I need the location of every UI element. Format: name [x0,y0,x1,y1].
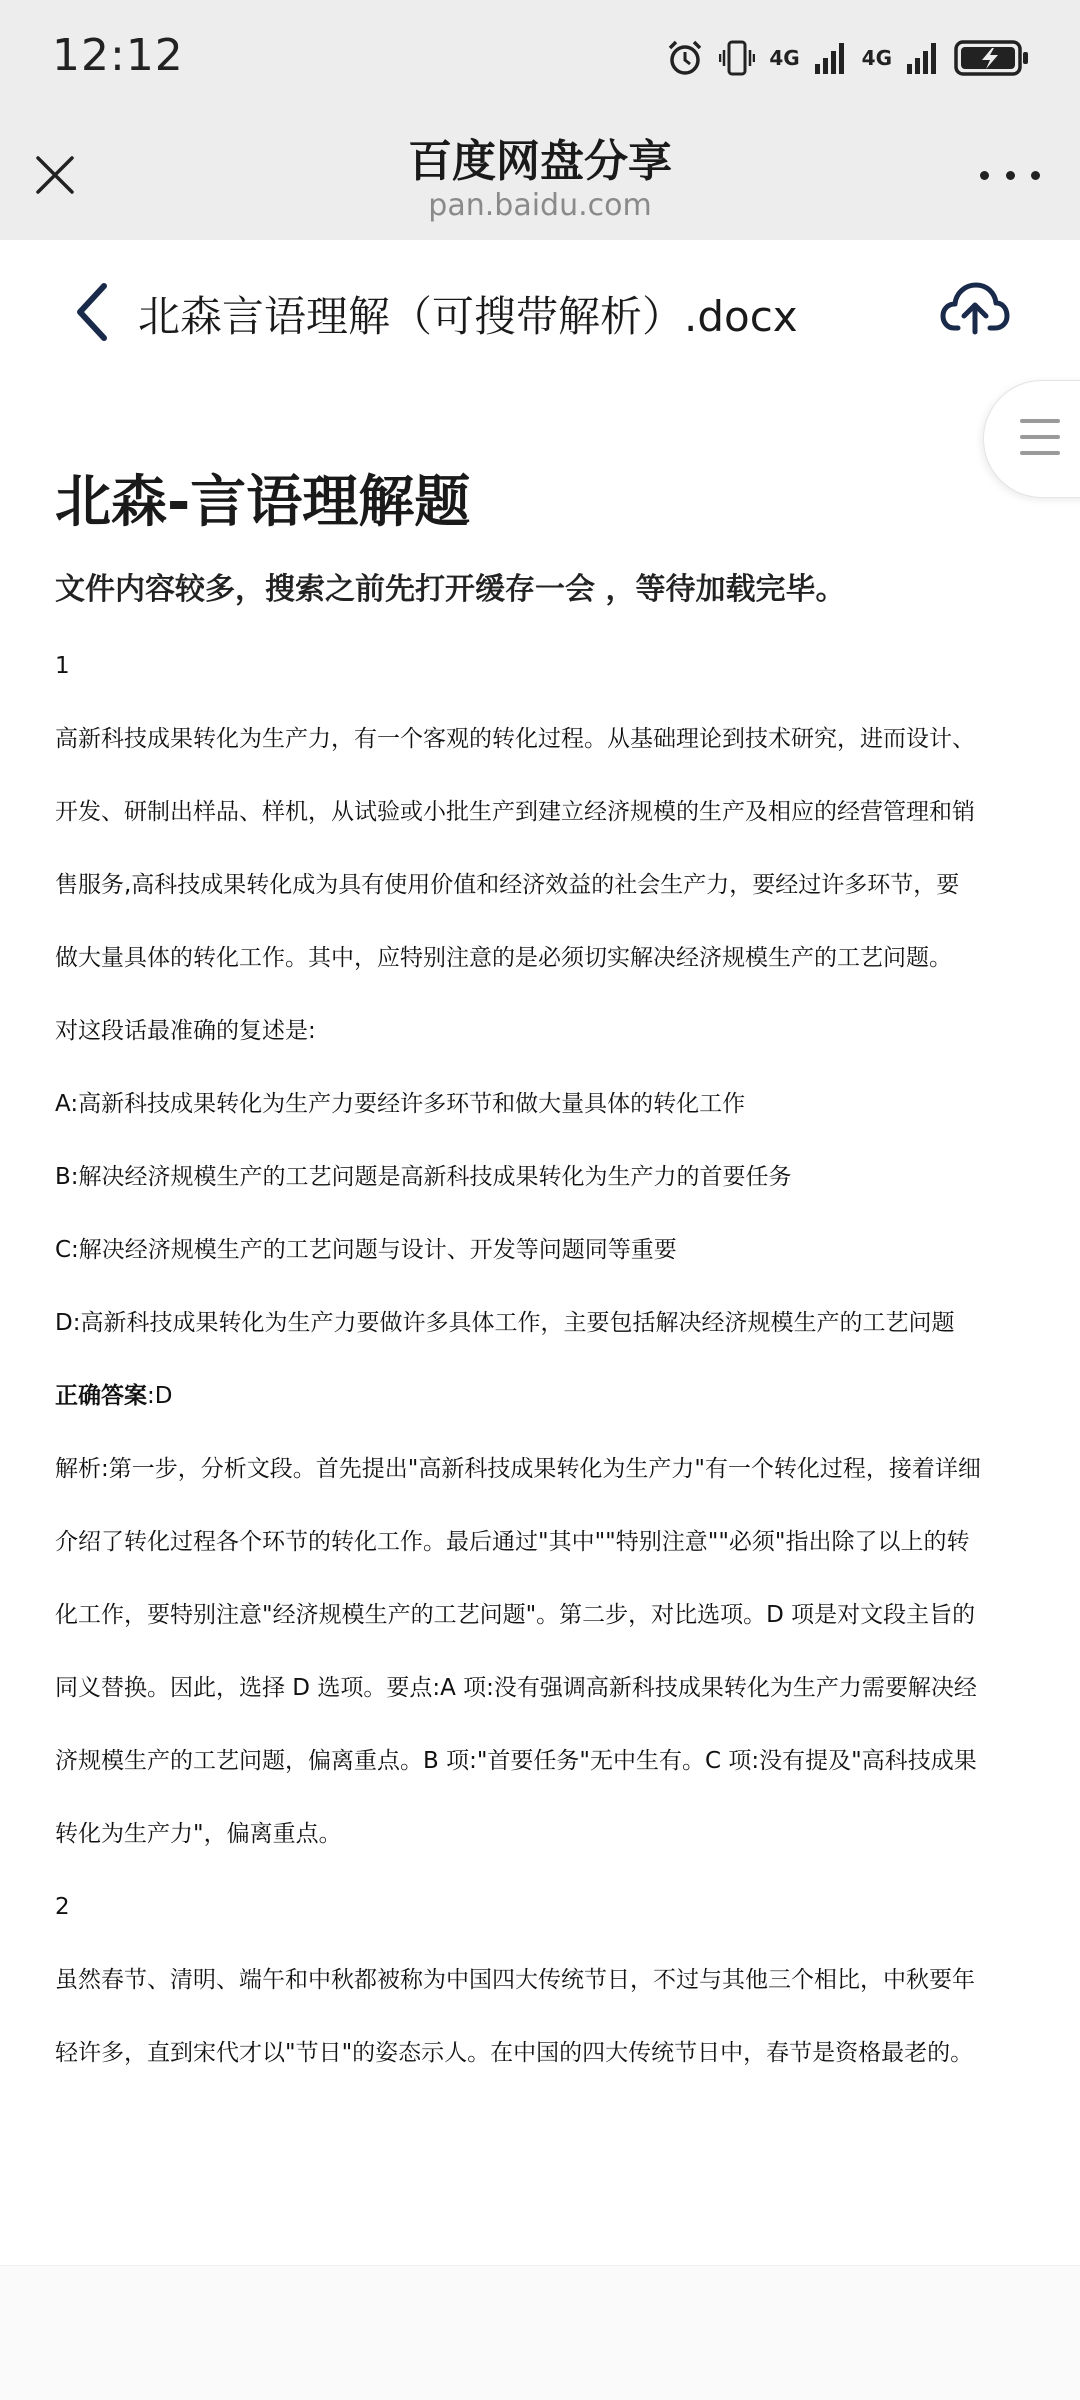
more-icon-dot [1031,171,1040,180]
question-prompt: 对这段话最准确的复述是: [55,1018,316,1044]
option-c: C:解决经济规模生产的工艺问题与设计、开发等问题同等重要 [55,1237,677,1263]
option-a: A:高新科技成果转化为生产力要经许多环节和做大量具体的转化工作 [55,1091,746,1117]
vibrate-icon [719,38,755,78]
question-number: 2 [55,1894,70,1920]
signal-icon-1 [814,40,848,76]
passage-line: 做大量具体的转化工作。其中，应特别注意的是必须切实解决经济规模生产的工艺问题。 [55,945,952,971]
option-d: D:高新科技成果转化为生产力要做许多具体工作，主要包括解决经济规模生产的工艺问题 [55,1310,955,1336]
cloud-save-icon [940,278,1010,338]
analysis-line: 济规模生产的工艺问题，偏离重点。B 项:"首要任务"无中生有。C 项:没有提及"高科技成果 [55,1748,977,1774]
analysis-line: 同义替换。因此，选择 D 选项。要点:A 项:没有强调高新科技成果转化为生产力需要解决经 [55,1675,977,1701]
correct-answer [55,1360,1045,1433]
passage-line: 售服务,高科技成果转化成为具有使用价值和经济效益的社会生产力，要经过许多环节，要 [55,872,960,898]
passage-line: 轻许多，直到宋代才以"节日"的姿态示人。在中国的四大传统节日中，春节是资格最老的。 [55,2040,974,2066]
browser-title: 百度网盘分享 [408,136,672,187]
network-label-2: 4G [861,46,892,70]
alarm-icon [665,38,705,78]
document-content [55,460,1045,2090]
save-to-cloud-button[interactable] [940,278,1010,338]
document-filename: 北森言语理解（可搜带解析）.docx [138,292,798,341]
bottom-area [0,2265,1080,2400]
passage-line: 开发、研制出样品、样机，从试验或小批生产到建立经济规模的生产及相应的经营管理和销 [55,799,975,825]
analysis-line: 解析:第一步，分析文段。首先提出"高新科技成果转化为生产力"有一个转化过程，接着详细 [55,1456,981,1482]
passage-line: 高新科技成果转化为生产力，有一个客观的转化过程。从基础理论到技术研究，进而设计、 [55,726,975,752]
menu-icon-bar [1020,435,1060,439]
passage-line: 虽然春节、清明、端午和中秋都被称为中国四大传统节日，不过与其他三个相比，中秋要年 [55,1967,975,1993]
browser-chrome [0,0,1080,240]
more-button[interactable] [980,160,1040,190]
more-icon-dot [980,171,989,180]
status-time: 12:12 [52,30,184,81]
browser-url: pan.baidu.com [428,188,652,223]
option-b: B:解决经济规模生产的工艺问题是高新科技成果转化为生产力的首要任务 [55,1164,792,1190]
status-icons [665,36,1030,80]
question-number: 1 [55,653,70,679]
back-button[interactable] [70,280,114,344]
answer-label: 正确答案 [55,1383,147,1409]
menu-icon-bar [1020,419,1060,423]
chevron-left-icon [70,280,114,344]
answer-value: :D [147,1383,173,1409]
analysis-line: 化工作，要特别注意"经济规模生产的工艺问题"。第二步，对比选项。D 项是对文段主旨的 [55,1602,976,1628]
status-bar [0,0,1080,115]
signal-icon-2 [906,40,940,76]
menu-icon-bar [1020,451,1060,455]
document-title: 北森-言语理解题 [55,470,471,535]
network-label-1: 4G [769,46,800,70]
more-icon-dot [1006,171,1015,180]
document-header [0,240,1080,380]
document-subtitle: 文件内容较多，搜索之前先打开缓存一会 ，等待加载完毕。 [55,572,846,607]
analysis-line: 介绍了转化过程各个环节的转化工作。最后通过"其中""特别注意""必须"指出除了以上的转 [55,1529,970,1555]
battery-charging-icon [954,39,1030,77]
analysis-line: 转化为生产力"，偏离重点。 [55,1821,342,1847]
